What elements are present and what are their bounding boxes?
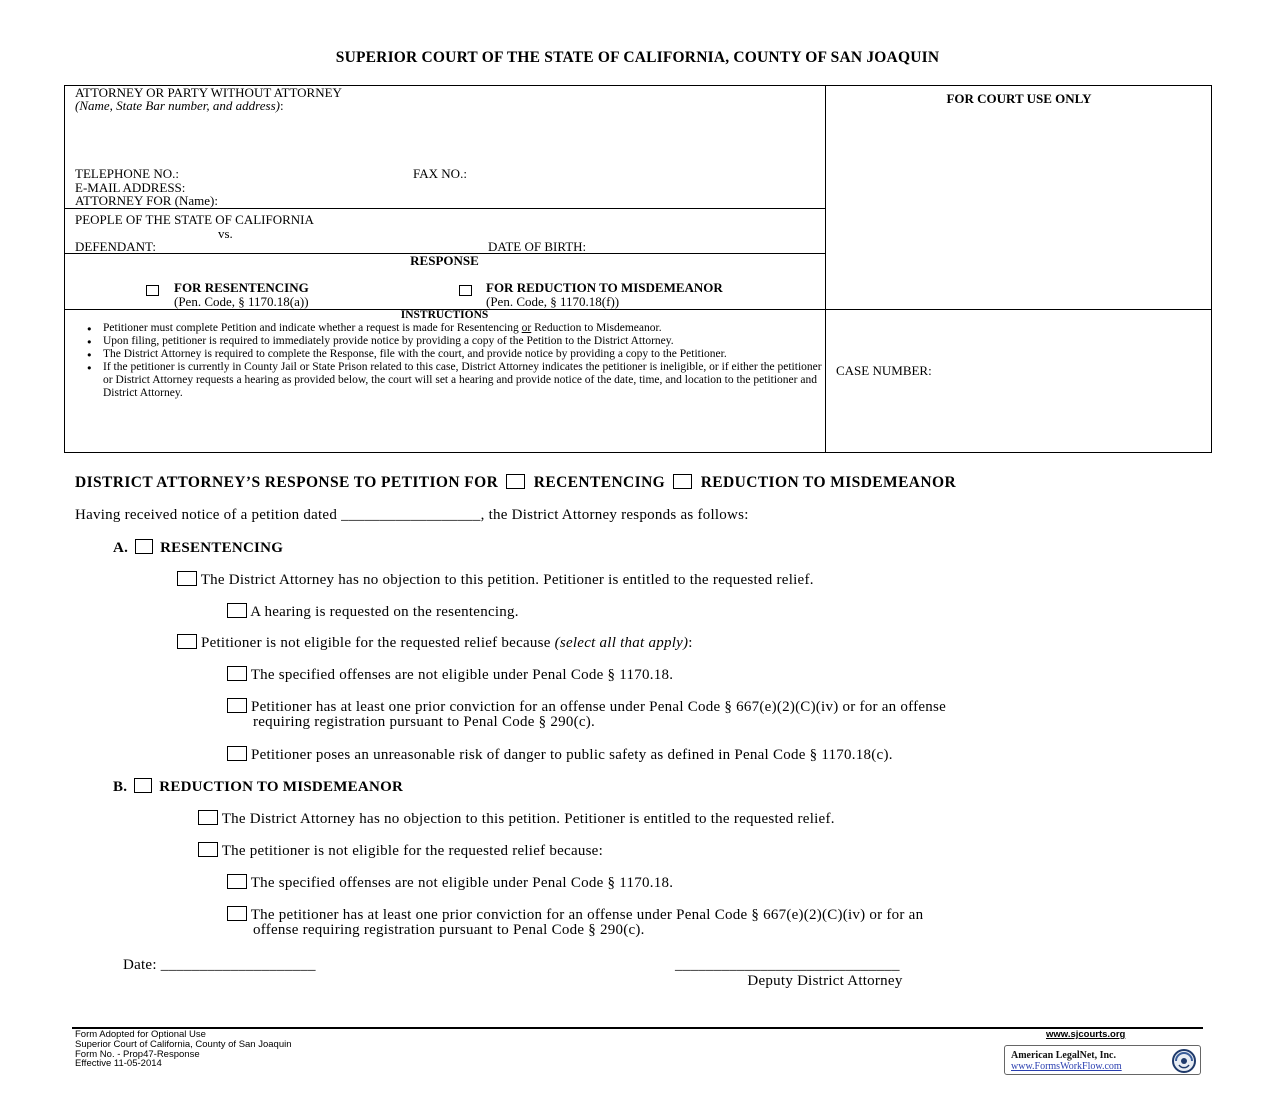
b-no-objection: The District Attorney has no objection to this petition. Petitioner is entitled to the requested relief.: [198, 810, 835, 828]
b-reason-2-cont: offense requiring registration pursuant to Penal Code § 290(c).: [253, 922, 645, 938]
a-no-objection: The District Attorney has no objection to this petition. Petitioner is entitled to the requested relief.: [177, 571, 814, 589]
section-a-checkbox[interactable]: [135, 539, 153, 554]
vs-label: vs.: [218, 226, 233, 241]
publisher-url[interactable]: www.FormsWorkFlow.com: [1011, 1061, 1122, 1072]
court-use-only-label: FOR COURT USE ONLY: [946, 91, 1092, 106]
a-reason-1-checkbox[interactable]: [227, 666, 247, 681]
instruction-item: ● Upon filing, petitioner is required to immediately provide notice by providing a copy of the Petition to the District Attorney.: [103, 335, 825, 348]
fax-label: FAX NO.:: [413, 166, 467, 181]
a-reason-3-checkbox[interactable]: [227, 746, 247, 761]
publisher-logo[interactable]: [1004, 1045, 1201, 1075]
instruction-item: ● The District Attorney is required to complete the Response, file with the court, and provide notice by providing a copy to the Petitioner.: [103, 348, 825, 361]
footer-line-3: Form No. - Prop47-Response: [75, 1048, 200, 1060]
option-reduction-label: FOR REDUCTION TO MISDEMEANOR: [486, 280, 723, 295]
option-resentencing-code: (Pen. Code, § 1170.18(a)): [174, 294, 309, 309]
a-hearing: A hearing is requested on the resentencing.: [227, 603, 519, 621]
a-reason-2: Petitioner has at least one prior conviction for an offense under Penal Code § 667(e)(2)(C)(iv) or for an offense: [227, 698, 946, 716]
option-reduction-code: (Pen. Code, § 1170.18(f)): [486, 294, 620, 309]
email-label: E-MAIL ADDRESS:: [75, 180, 186, 195]
date-field[interactable]: ____________________: [160, 957, 316, 973]
globe-icon: [1171, 1048, 1197, 1074]
instructions-list: [75, 322, 825, 400]
b-not-eligible-checkbox[interactable]: [198, 842, 218, 857]
people-label: PEOPLE OF THE STATE OF CALIFORNIA: [75, 212, 314, 227]
instruction-item: ● Petitioner must complete Petition and indicate whether a request is made for Resentencing or Reduction to Misdemeanor.: [103, 322, 825, 335]
instruction-item: ● If the petitioner is currently in County Jail or State Prison related to this case, District Attorney indicates the petitioner is ineligible, or if either the petitioner or District Attorney requests a hearing as provided below, the court will set a hearing and provide notice of the date, time, and location to the petitioner and District Attorney.: [103, 361, 825, 400]
footer-line-1: Form Adopted for Optional Use: [75, 1029, 206, 1040]
a-reason-2-cont: requiring registration pursuant to Penal Code § 290(c).: [253, 714, 596, 730]
reduction-misdemeanor-checkbox[interactable]: [673, 474, 692, 489]
footer-website[interactable]: www.sjcourts.org: [1046, 1029, 1126, 1040]
section-b-checkbox[interactable]: [134, 778, 152, 793]
a-reason-3: Petitioner poses an unreasonable risk of danger to public safety as defined in Penal Code § 1170.18(c).: [227, 746, 893, 764]
a-not-eligible: Petitioner is not eligible for the requested relief because (select all that apply):: [177, 634, 693, 652]
section-b-heading: B. REDUCTION TO MISDEMEANOR: [113, 779, 404, 795]
a-hearing-checkbox[interactable]: [227, 603, 247, 618]
signature-label: Deputy District Attorney: [747, 973, 903, 989]
footer-line-4: Effective 11-05-2014: [75, 1058, 162, 1070]
response-heading: RESPONSE: [410, 253, 479, 268]
signature-line[interactable]: _____________________________: [675, 957, 900, 973]
attorney-sub: (Name, State Bar number, and address):: [75, 98, 284, 113]
a-not-eligible-checkbox[interactable]: [177, 634, 197, 649]
b-reason-2-checkbox[interactable]: [227, 906, 247, 921]
b-no-objection-checkbox[interactable]: [198, 810, 218, 825]
a-no-objection-checkbox[interactable]: [177, 571, 197, 586]
a-reason-1: The specified offenses are not eligible under Penal Code § 1170.18.: [227, 666, 673, 684]
section-a-heading: A. RESENTENCING: [113, 540, 284, 556]
attorney-label: ATTORNEY OR PARTY WITHOUT ATTORNEY: [75, 85, 342, 100]
date-line: Date: ____________________: [123, 957, 316, 973]
notice-line: Having received notice of a petition dated __________________, the District Attorney responds as follows:: [75, 507, 749, 523]
b-reason-2: The petitioner has at least one prior conviction for an offense under Penal Code § 667(e)(2)(C)(iv) or for an: [227, 906, 923, 924]
publisher-name: American LegalNet, Inc.: [1011, 1050, 1116, 1061]
recentencing-checkbox[interactable]: [506, 474, 525, 489]
caption-divider: [825, 85, 826, 453]
a-reason-2-checkbox[interactable]: [227, 698, 247, 713]
b-not-eligible: The petitioner is not eligible for the requested relief because:: [198, 842, 603, 860]
b-reason-1-checkbox[interactable]: [227, 874, 247, 889]
case-number-label: CASE NUMBER:: [836, 363, 932, 378]
b-reason-1: The specified offenses are not eligible under Penal Code § 1170.18.: [227, 874, 673, 892]
resentencing-checkbox[interactable]: [146, 282, 159, 300]
footer-line-2: Superior Court of California, County of San Joaquin: [75, 1038, 292, 1050]
footer-info: [75, 1030, 292, 1069]
reduction-checkbox[interactable]: [459, 282, 472, 300]
court-title: SUPERIOR COURT OF THE STATE OF CALIFORNIA, COUNTY OF SAN JOAQUIN: [335, 49, 940, 66]
defendant-label: DEFENDANT:: [75, 239, 156, 254]
telephone-label: TELEPHONE NO.:: [75, 166, 179, 181]
dob-label: DATE OF BIRTH:: [488, 239, 587, 254]
response-title: DISTRICT ATTORNEY’S RESPONSE TO PETITION FOR RECENTENCING REDUCTION TO MISDEMEANOR: [75, 474, 957, 491]
instructions-title: INSTRUCTIONS: [400, 309, 489, 321]
option-resentencing-label: FOR RESENTENCING: [174, 280, 309, 295]
attorney-for-label: ATTORNEY FOR (Name):: [75, 193, 218, 208]
